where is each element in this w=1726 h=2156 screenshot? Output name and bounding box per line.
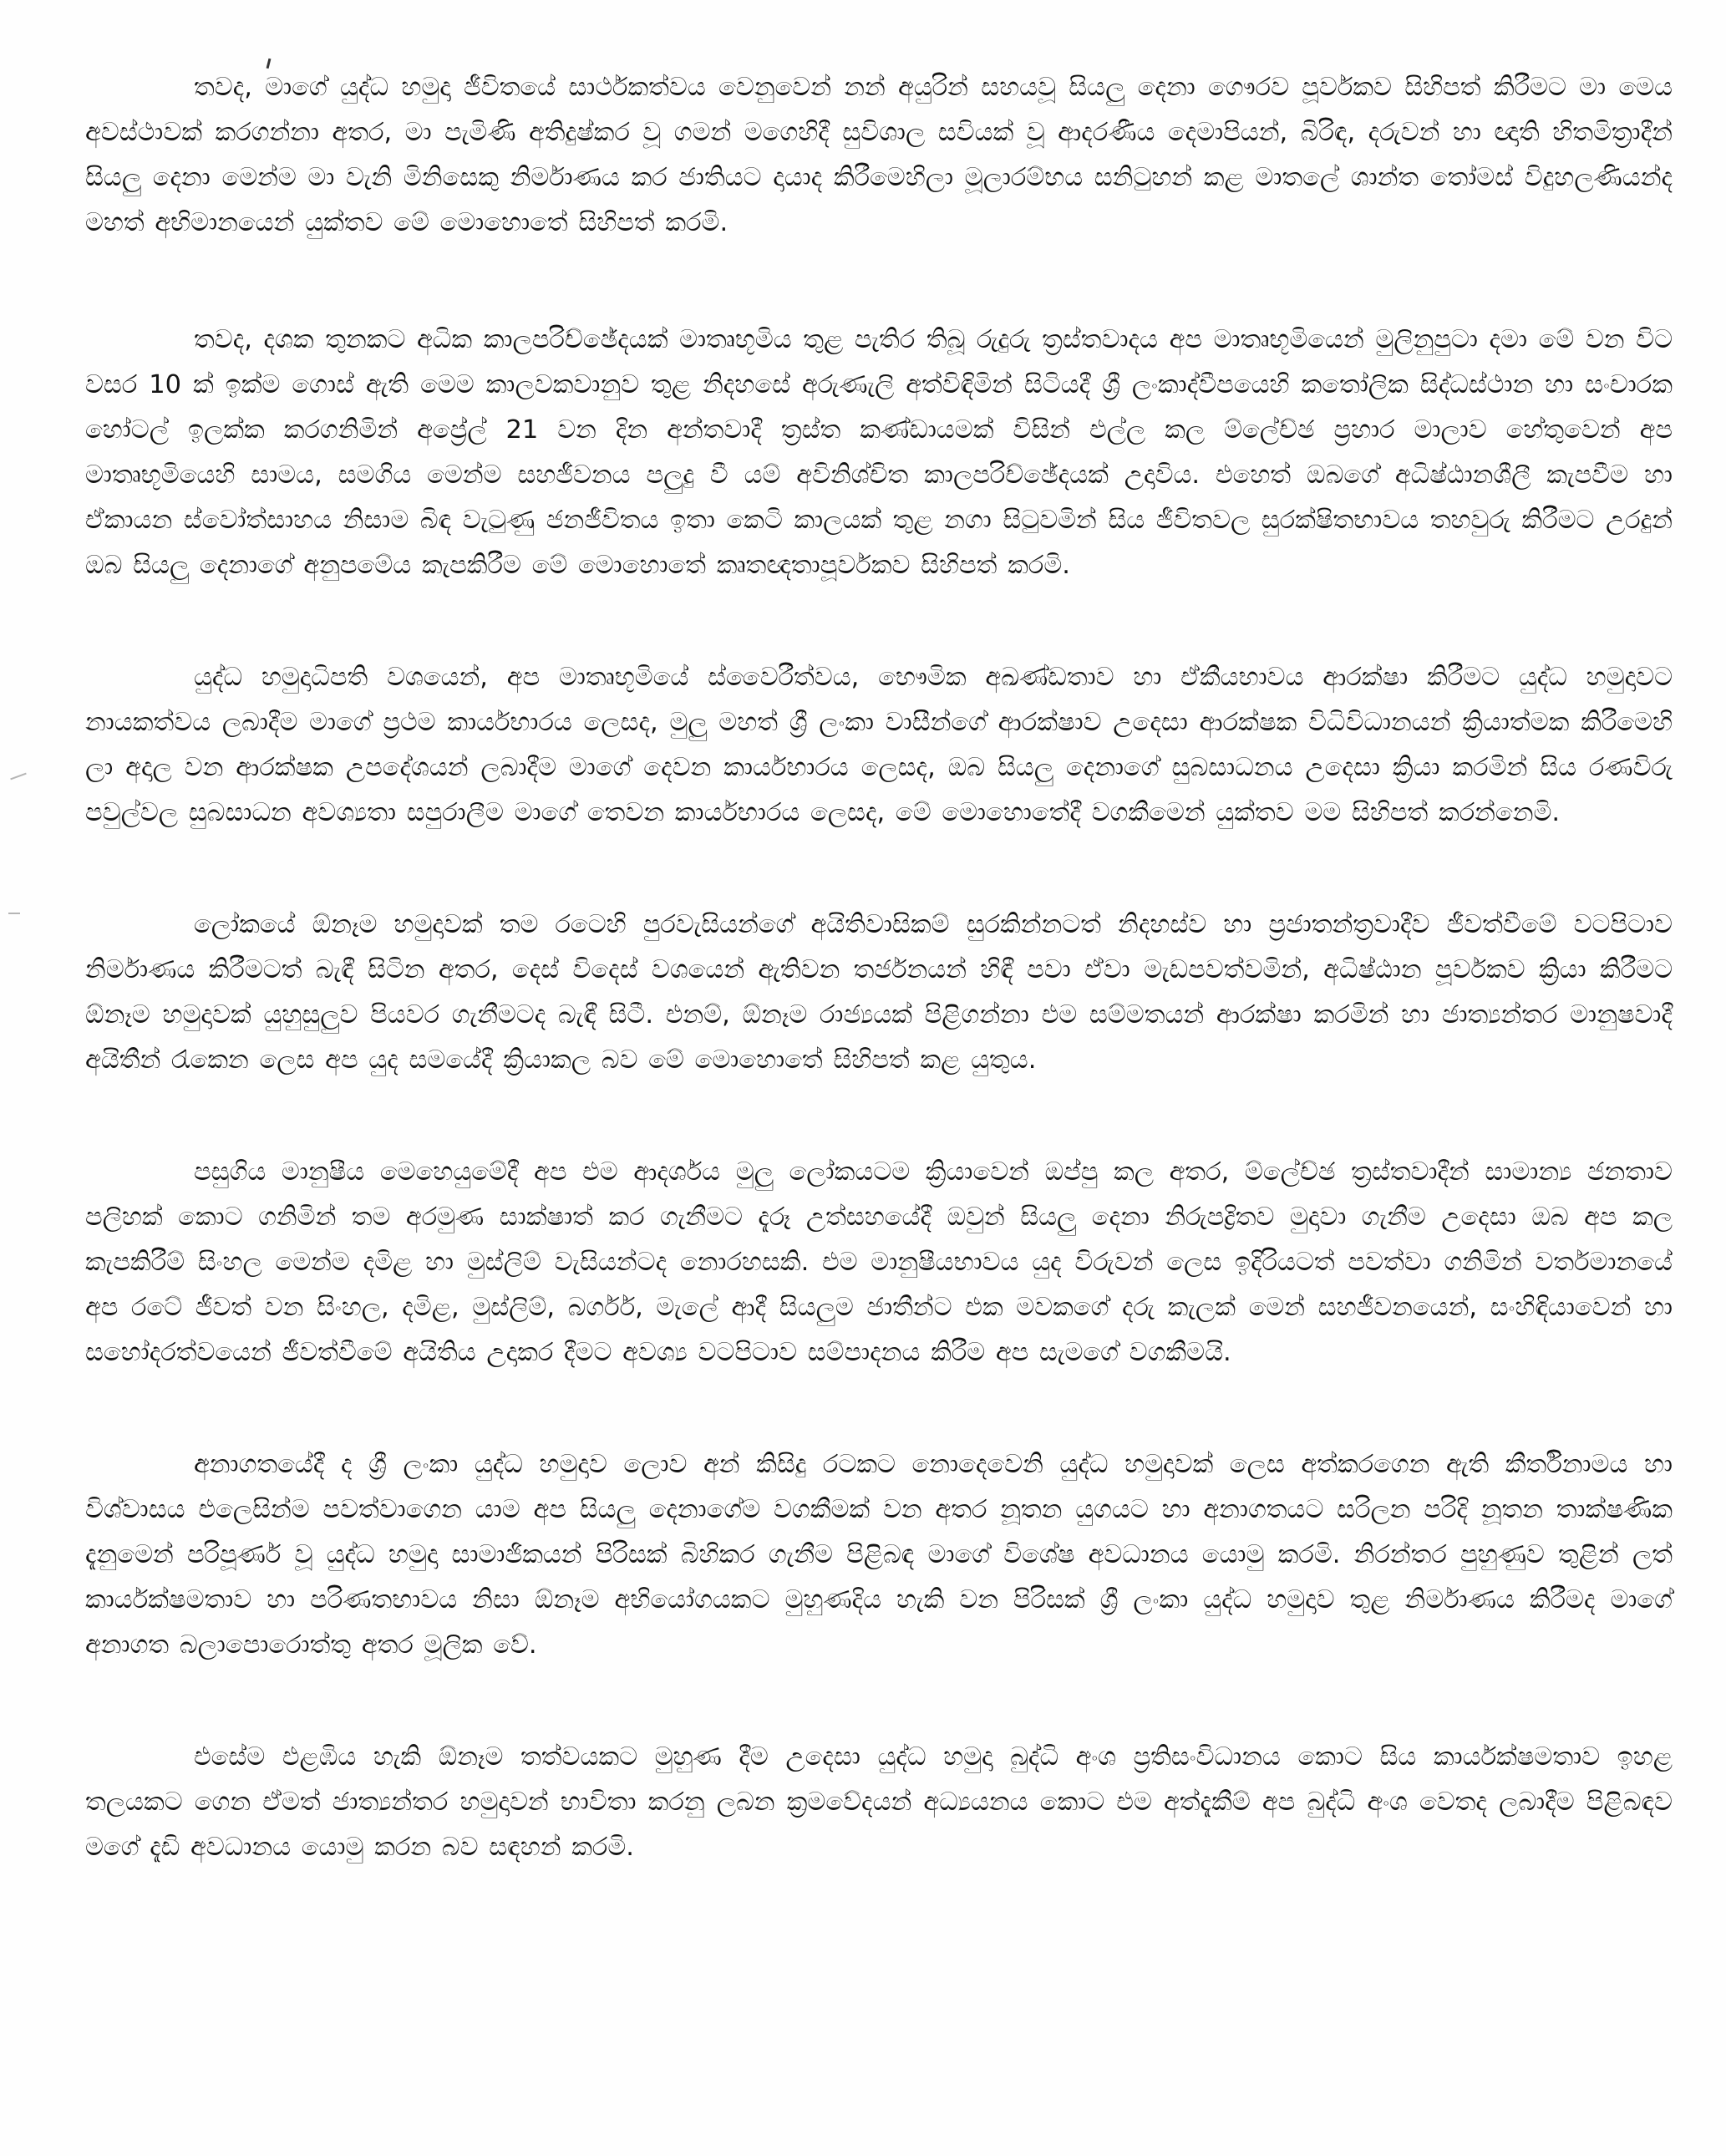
document-body: [85, 65, 1673, 1870]
paragraph-easter-attack: තවද, දශක තුනකට අධික කාලපරිච්ඡේදයක් මාතෘභූමිය තුළ පැතිර තිබූ රුදුරු ත්‍රස්තවාදය අප මාතෘභූමියෙන් මුලිනුපුටා දමා මේ වන විට වසර 10 ක් ඉක්ම ගොස් ඇති මෙම කාලවකවානුව තුළ නිදහසේ අරුණැලි අත්විඳිමින් සිටියදී ශ්‍රී ලංකාද්වීපයෙහි කතෝලික සිද්ධස්ථාන හා සංචාරක හෝටල් ඉලක්ක කරගනිමින් අප්‍රේල් 21 වන දින අන්තවාදී ත්‍රස්ත කණ්ඩායමක් විසින් එල්ල කල ම්ලේච්ඡ ප්‍රහාර මාලාව හේතුවෙන් අප මාතෘභූමියෙහි සාමය, සමගිය මෙන්ම සහජීවනය පලුදු වී යම් අවිනිශ්චිත කාලපරිච්ඡේදයක් උදාවිය. එහෙත් ඔබගේ අධිෂ්ඨානශීලී කැපවීම හා ඒකායන ස්වෝත්සාහය නිසාම බිඳ වැටුණු ජනජීවිතය ඉතා කෙටි කාලයක් තුළ නගා සිටුවමින් සිය ජීවිතවල සුරක්ෂිතභාවය තහවුරු කිරීමට උරදුන් ඔබ සියලු දෙනාගේ අනුපමේය කැපකිරීම මේ මොහොතේ කෘතඥතාපූර්වකව සිහිපත් කරමි.: [85, 325, 1673, 580]
paragraph-future-vision: අනාගතයේදී ද ශ්‍රී ලංකා යුද්ධ හමුදාව ලොව අන් කිසිදු රටකට නොදෙවෙනි යුද්ධ හමුදාවක් ලෙස අත්කරගෙන ඇති කීර්තිනාමය හා විශ්වාසය එලෙසින්ම පවත්වාගෙන යාම අප සියලු දෙනාගේම වගකීමක් වන අතර නූතන යුගයට හා අනාගතයට සරිලන පරිදි නූතන තාක්ෂණික දැනුමෙන් පරිපූර්ණ වූ යුද්ධ හමුදා සාමාජිකයන් පිරිසක් බිහිකර ගැනීම පිළිබඳ මාගේ විශේෂ අවධානය යොමු කරමි. නිරන්තර පුහුණුව තුළින් ලත් කාර්යක්ෂමතාව හා පරිණතභාවය නිසා ඕනෑම අභියෝගයකට මුහුණදිය හැකි වන පිරිසක් ශ්‍රී ලංකා යුද්ධ හමුදාව තුළ නිර්මාණය කිරීමද මාගේ අනාගත බලාපොරොත්තු අතර මූලික වේ.: [85, 1450, 1673, 1660]
paragraph-humanitarian-operation: පසුගිය මානුෂීය මෙහෙයුමේදී අප එම ආදර්ශය මුලු ලෝකයටම ක්‍රියාවෙන් ඔප්පු කල අතර, ම්ලේච්ඡ ත්‍රස්තවාදීන් සාමාන්‍ය ජනතාව පලිහක් කොට ගනිමින් තම අරමුණ සාක්ෂාත් කර ගැනීමට දැරූ උත්සහයේදී ඔවුන් සියලු දෙනා නිරුපද්‍රිතව මුදාවා ගැනීම උදෙසා ඔබ අප කල කැපකිරීම් සිංහල මෙන්ම දමිළ හා මුස්ලිම් වැසියන්ටද නොරහසකි. එම මානුෂීයභාවය යුද විරුවන් ලෙස ඉදිරියටත් පවත්වා ගනිමින් වර්තමානයේ අප රටේ ජීවත් වන සිංහල, දමිළ, මුස්ලිම්, බර්ගර්, මැලේ ආදී සියලුම ජාතීන්ට එක මවකගේ දරු කැලක් මෙන් සහජීවනයෙන්, සංහිඳියාවෙන් හා සහෝදරත්වයෙන් ජීවත්වීමේ අයිතිය උදාකර දීමට අවශ්‍ය වටපිටාව සම්පාදනය කිරීම අප සැමගේ වගකීමයි.: [85, 1157, 1673, 1367]
margin-mark: [10, 773, 26, 781]
paragraph-commander-responsibilities: යුද්ධ හමුදාධිපති වශයෙන්, අප මාතෘභූමියේ ස්වෛරීත්වය, භෞමික අඛණ්ඩතාව හා ඒකීයභාවය ආරක්ෂා කිරීමට යුද්ධ හමුදාවට නායකත්වය ලබාදීම මාගේ ප්‍රථම කාර්යභාරය ලෙසද, මුලු මහත් ශ්‍රී ලංකා වාසීන්ගේ ආරක්ෂාව උදෙසා ආරක්ෂක විධිවිධානයන් ක්‍රියාත්මක කිරීමෙහි ලා අදාල වන ආරක්ෂක උපදේශයන් ලබාදීම මාගේ දෙවන කාර්යභාරය ලෙසද, ඔබ සියලු දෙනාගේ සුබසාධනය උදෙසා ක්‍රියා කරමින් සිය රණවිරු පවුල්වල සුබසාධන අවශ්‍යතා සපුරාලීම මාගේ තෙවන කාර්යභාරය ලෙසද, මේ මොහොතේදී වගකීමෙන් යුක්තව මම සිහිපත් කරන්නෙමි.: [85, 663, 1673, 827]
paragraph-army-duties: ලෝකයේ ඕනෑම හමුදාවක් තම රටෙහි පුරවැසියන්ගේ අයිතිවාසිකම් සුරකින්නටත් නිදහස්ව හා ප්‍රජාතන්ත්‍රවාදීව ජීවත්වීමේ වටපිටාව නිර්මාණය කිරීමටත් බැඳී සිටින අතර, දෙස් විදෙස් වශයෙන් ඇතිවන තර්ජනයන් හිඳී පවා ඒවා මැඩපවත්වමින්, අධිෂ්ඨාන පූර්වකව ක්‍රියා කිරීමට ඕනෑම හමුදාවක් යුහුසුලුව පියවර ගැනීමටද බැඳී සිටී. එනම්, ඕනෑම රාජ්‍යයක් පිළිගන්නා එම සම්මතයන් ආරක්ෂා කරමින් හා ජාත්‍යන්තර මානුෂවාදී අයිතීන් රැකෙන ලෙස අප යුද සමයේදී ක්‍රියාකල බව මේ මොහොතේ සිහිපත් කළ යුතුය.: [85, 910, 1673, 1075]
paragraph-acknowledgement-family: තවද, මාගේ යුද්ධ හමුදා ජීවිතයේ සාර්ථකත්වය වෙනුවෙන් නන් අයුරින් සහයවූ සියලු දෙනා ගෞරව පූර්වකව සිහිපත් කිරීමට මා මෙය අවස්ථාවක් කරගන්නා අතර, මා පැමිණි අතිදුෂ්කර වූ ගමන් මගෙහිදී සුවිශාල සවියක් වූ ආදරණීය දෙමාපියන්, බිරිඳ, දරුවන් හා ඥාති හිතමිත්‍රාදීන් සියලු දෙනා මෙන්ම මා වැනි මිනිසෙකු නිර්මාණය කර ජාතියට දායාද කිරීමෙහිලා මූලාරම්භය සනිටුහන් කළ මාතලේ ශාන්ත තෝමස් විදුහලණියන්ද මහත් අභිමානයෙන් යුක්තව මේ මොහොතේ සිහිපත් කරමි.: [85, 73, 1673, 237]
paragraph-intelligence-reorganization: එසේම එළඹිය හැකි ඕනෑම තත්වයකට මුහුණ දීම උදෙසා යුද්ධ හමුදා බුද්ධි අංශ ප්‍රතිසංවිධානය කොට සිය කාර්යක්ෂමතාව ඉහළ තලයකට ගෙන ඒමත් ජාත්‍යන්තර හමුදාවන් භාවිතා කරනු ලබන ක්‍රමවේදයන් අධ්‍යයනය කොට එම අත්දැකීම් අප බුද්ධි අංශ වෙතද ලබාදීම පිළිබඳව මගේ දැඩි අවධානය යොමු කරන බව සඳහන් කරමි.: [85, 1742, 1673, 1862]
margin-mark: [8, 913, 20, 914]
